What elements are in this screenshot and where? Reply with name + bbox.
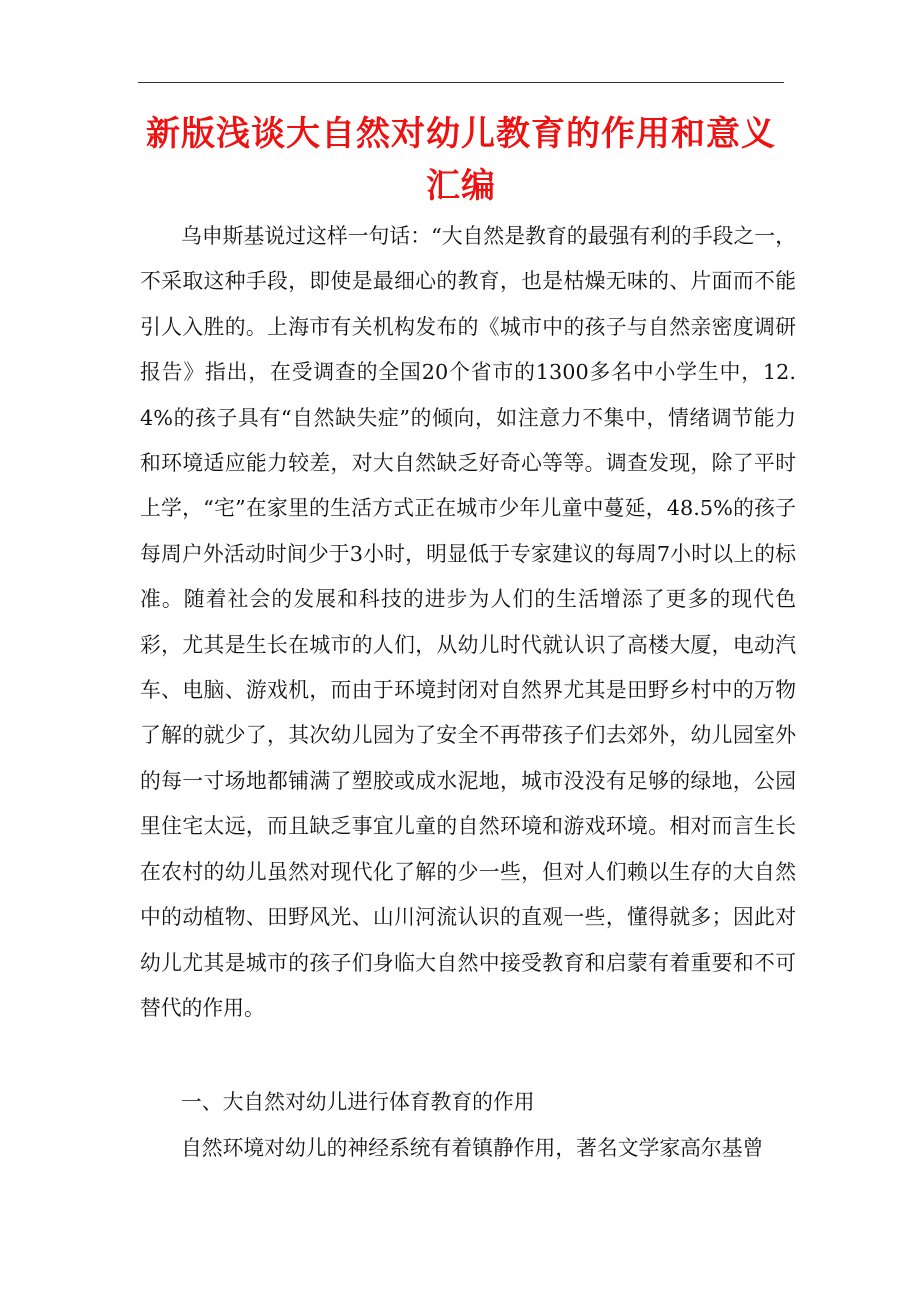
section-paragraph-start: 自然环境对幼儿的神经系统有着镇静作用，著名文学家高尔基曾: [181, 1136, 764, 1160]
document-title: 新版浅谈大自然对幼儿教育的作用和意义汇编: [146, 114, 776, 206]
intro-paragraph: 乌申斯基说过这样一句话：“大自然是教育的最强有利的手段之一，不采取这种手段，即使是最细心的教育，也是枯燥无味的、片面而不能引人入胜的。上海市有关机构发布的《城市中的孩子与自然亲密度调研报告》指出，在受调查的全国20个省市的1300多名中小学生中，12.4%的孩子具有“自然缺失症”的倾向，如注意力不集中，情绪调节能力和环境适应能力较差，对大自然缺乏好奇心等等。调查发现，除了平时上学，“宅”在家里的生活方式正在城市少年儿童中蔓延，48.5%的孩子每周户外活动时间少于3小时，明显低于专家建议的每周7小时以上的标准。随着社会的发展和科技的进步为人们的生活增添了更多的现代色彩，尤其是生长在城市的人们，从幼儿时代就认识了高楼大厦，电动汽车、电脑、游戏机，而由于环境封闭对自然界尤其是田野乡村中的万物了解的就少了，其次幼儿园为了安全不再带孩子们去郊外，幼儿园室外的每一寸场地都铺满了塑胶或成水泥地，城市没没有足够的绿地，公园里住宅太远，而且缺乏事宜儿童的自然环境和游戏环境。相对而言生长在农村的幼儿虽然对现代化了解的少一些，但对人们赖以生存的大自然中的动植物、田野风光、山川河流认识的直观一些，懂得就多；因此对幼儿尤其是城市的孩子们身临大自然中接受教育和启蒙有着重要和不可替代的作用。: [140, 224, 796, 1020]
header-rule: [138, 82, 784, 83]
section-heading-physical-education: 一、大自然对幼儿进行体育教育的作用: [181, 1090, 535, 1114]
